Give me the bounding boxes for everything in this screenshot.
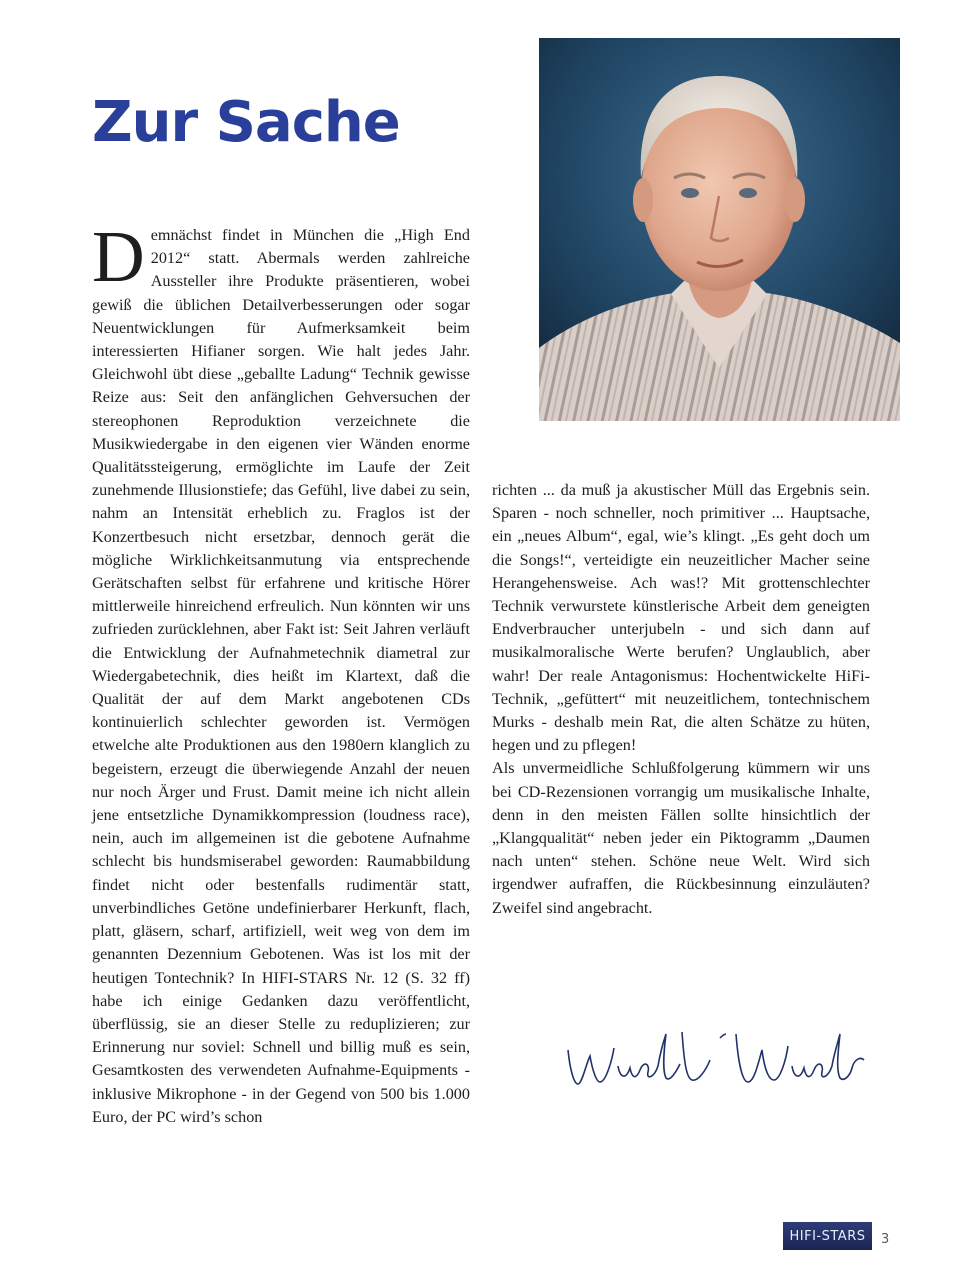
author-portrait-image xyxy=(539,38,900,421)
author-signature xyxy=(560,1020,880,1100)
article-column-left xyxy=(92,216,470,1129)
article-column-right xyxy=(492,479,870,920)
dropcap-letter: D xyxy=(92,216,145,297)
logo-text: HIFI-STARS xyxy=(789,1228,866,1244)
page-number: 3 xyxy=(881,1232,890,1247)
hifi-stars-logo xyxy=(783,1222,872,1250)
article-title: Zur Sache xyxy=(92,90,400,155)
author-portrait xyxy=(539,38,900,421)
article-paragraph-2: richten ... da muß ja akustischer Müll das Ergebnis sein. Sparen - noch schneller, noch primitiver ... Hauptsache, ein „neues Album“, egal, wie’s klingt. „Es geht doch um die Songs!“, verteidigte ein neuzeitlicher Macher seine Herangehensweise. Ach was!? Mit grottenschlechter Technik verwurstete künstlerische Arbeit dem geneigten Endverbraucher unterjubeln - und sich dann auf musikalmoralische Werte berufen? Unglaublich, aber wahr! Der reale Antagonismus: Hochentwickelte HiFi-Technik, „gefüttert“ mit neuzeitlichem, tontechnischem Murks - deshalb mein Rat, die alten Schätze zu hüten, hegen und zu pflegen! xyxy=(492,481,870,755)
article-paragraph-3: Als unvermeidliche Schlußfolgerung kümmern wir uns bei CD-Rezensionen vorrangig um musikalische Inhalte, denn in den meisten Fällen sollte hinsichtlich der „Klangqualität“ neben jeder ein Piktogramm „Daumen nach unten“ stehen. Schöne neue Welt. Wird sich irgendwer aufraffen, die Rückbesinnung einzuläuten? Zweifel sind angebracht. xyxy=(492,759,870,917)
article-paragraph-1 xyxy=(92,216,470,1129)
article-text-left: emnächst findet in München die „High End 2012“ statt. Abermals werden zahlreiche Aussteller ihre Produkte präsentieren, wobei gewiß die üblichen Detailverbesserungen oder sogar Neuentwicklungen für Aufmerksamkeit beim interessierten Hifianer sorgen. Wie halt jedes Jahr. Gleichwohl übt diese „geballte Ladung“ Technik gewisse Reize aus: Seit den anfänglichen Gehversuchen der stereophonen Reproduktion verzeichnete die Musikwiedergabe in den eigenen vier Wänden enorme Qualitätssteigerung, ermöglichte im Laufe der Zeit zunehmende Illusionstiefe; das Gefühl, live dabei zu sein, nahm an Intensität erheblich zu. Fraglos ist der Konzertbesuch nicht ersetzbar, dennoch gerät die mögliche Wirklichkeitsanmutung via entsprechende Gerätschaften selbst für erfahrene und kritische Hörer mittlerweile hinreichend erfreulich. Nun könnten wir uns zufrieden zurücklehnen, aber Fakt ist: Seit Jahren verläuft die Entwicklung der Aufnahmetechnik diametral zur Wiedergabetechnik, dies heißt im Klartext, daß die Qualität der auf dem Markt angebotenen CDs kontinuierlich schlechter geworden ist. Vermögen etwelche alte Produktionen aus den 1980ern klanglich zu begeistern, erzeugt die überwiegende Anzahl der neuen nur noch Ärger und Frust. Damit meine ich nicht allein jene entsetzliche Dynamikkompression (loudness race), nein, auch im allgemeinen ist die gebotene Aufnahme schlecht bis hundsmiserabel geworden: Raumabbildung findet nicht oder bestenfalls rudimentär statt, unverbindliches Getöne undefinierbarer Herkunft, flach, platt, gläsern, scharf, artifiziell, weit weg von dem im genannten Dezennium Gebotenen. Was ist los mit der heutigen Tontechnik? In HIFI-STARS Nr. 12 (S. 32 ff) habe ich einige Gedanken dazu veröffentlicht, überflüssig, sie an dieser Stelle zu reduplizieren; zur Erinnerung nur soviel: Schnell und billig muß es sein, Gesamtkosten des verwendeten Aufnahme-Equipments - inklusive Mikrophone - in der Gegend von 500 bis 1.000 Euro, der PC wird’s schon xyxy=(92,226,470,1126)
